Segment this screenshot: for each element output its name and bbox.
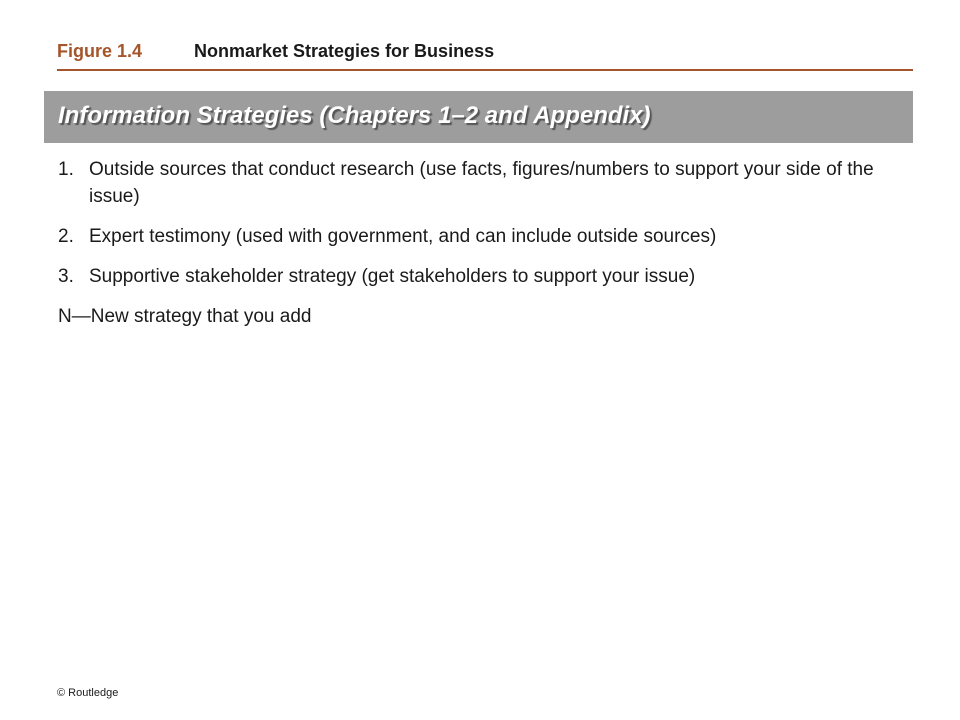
item-number: 1. xyxy=(58,159,74,180)
item-number: 2. xyxy=(58,226,74,247)
strategy-list xyxy=(58,156,898,343)
new-strategy-text: N—New strategy that you add xyxy=(58,306,312,327)
list-item xyxy=(58,156,898,210)
section-band xyxy=(44,91,913,143)
item-text: Outside sources that conduct research (use facts, figures/numbers to support your side of the issue) xyxy=(89,159,874,207)
item-number: 3. xyxy=(58,266,74,287)
copyright-notice: © Routledge xyxy=(57,687,119,699)
item-text: Expert testimony (used with government, and can include outside sources) xyxy=(89,226,717,247)
figure-title: Nonmarket Strategies for Business xyxy=(194,41,495,61)
figure-header xyxy=(57,41,913,71)
new-strategy-item xyxy=(58,303,898,330)
section-title: Information Strategies (Chapters 1–2 and Appendix) xyxy=(58,102,651,129)
list-item xyxy=(58,263,898,290)
item-text: Supportive stakeholder strategy (get stakeholders to support your issue) xyxy=(89,266,696,287)
figure-label: Figure 1.4 xyxy=(57,41,143,61)
list-item xyxy=(58,223,898,250)
